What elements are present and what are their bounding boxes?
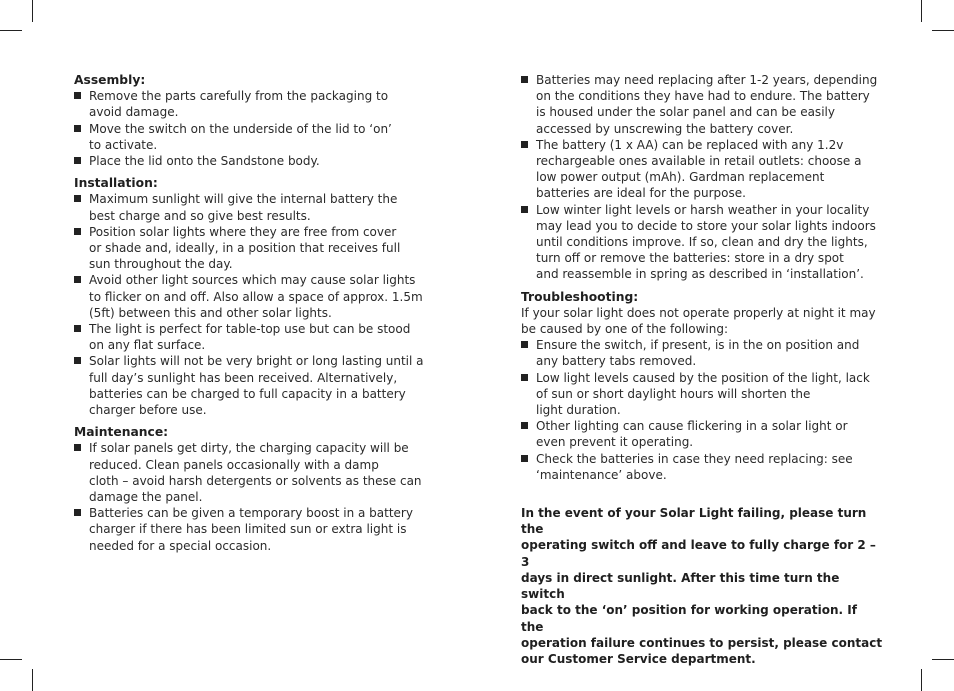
list-item-text: Other lighting can cause flickering in a solar light or even prevent it operating. xyxy=(536,419,848,450)
bullet-square-icon xyxy=(74,509,81,516)
assembly-section xyxy=(74,72,429,169)
list-item-text: Check the batteries in case they need replacing: see ‘maintenance’ above. xyxy=(536,451,853,482)
list-item-text: Move the switch on the underside of the lid to ‘on’ to activate. xyxy=(89,121,392,152)
crop-mark xyxy=(921,0,922,22)
list-item xyxy=(74,440,429,505)
list-item xyxy=(521,370,883,419)
bullet-square-icon xyxy=(74,325,81,332)
list-item-text: Remove the parts carefully from the packaging to avoid damage. xyxy=(89,89,389,120)
failure-notice: In the event of your Solar Light failing, please turn the operating switch off and leave to fully charge for 2 – 3 days in direct sunlight. After this time turn the switch back to the ‘on’ position for working operation. If the operation failure continues to persist, please contact our Customer Service department. xyxy=(521,506,883,666)
list-item-text: Place the lid onto the Sandstone body. xyxy=(89,154,320,169)
bullet-square-icon xyxy=(521,141,528,148)
list-item xyxy=(521,202,883,283)
list-item xyxy=(74,505,429,554)
list-item-text: Position solar lights where they are free from cover or shade and, ideally, in a position that receives full sun throughout the day. xyxy=(89,224,401,272)
assembly-list xyxy=(74,88,429,169)
bullet-square-icon xyxy=(74,276,81,283)
installation-heading: Installation: xyxy=(74,176,158,191)
crop-mark xyxy=(932,30,954,31)
bullet-square-icon xyxy=(521,341,528,348)
list-item-text: Solar lights will not be very bright or long lasting until a full day’s sunlight has been received. Alternatively, batteries can be charged to full capacity in a battery charger before use. xyxy=(89,354,424,418)
bullet-square-icon xyxy=(74,195,81,202)
installation-list xyxy=(74,191,429,418)
crop-mark xyxy=(0,30,22,31)
troubleshooting-heading: Troubleshooting: xyxy=(521,289,639,304)
bullet-square-icon xyxy=(74,228,81,235)
crop-mark xyxy=(32,669,33,691)
list-item xyxy=(74,353,429,418)
bullet-square-icon xyxy=(74,357,81,364)
list-item-text: Batteries may need replacing after 1-2 years, depending on the conditions they have had to endure. The battery is housed under the solar panel and can be easily accessed by unscrewing the battery cover. xyxy=(536,73,878,136)
left-column xyxy=(74,72,429,560)
bullet-square-icon xyxy=(521,76,528,83)
list-item xyxy=(521,337,883,369)
bullet-square-icon xyxy=(74,444,81,451)
list-item xyxy=(521,72,883,137)
crop-mark xyxy=(921,669,922,691)
list-item xyxy=(74,224,429,273)
maintenance-section xyxy=(74,424,429,554)
list-item xyxy=(74,121,429,153)
list-item-text: Maximum sunlight will give the internal battery the best charge and so give best results. xyxy=(89,192,398,223)
bullet-square-icon xyxy=(521,206,528,213)
troubleshooting-intro: If your solar light does not operate properly at night it may be caused by one of the following: xyxy=(521,305,876,337)
crop-mark xyxy=(0,659,22,660)
right-column xyxy=(521,72,883,679)
troubleshooting-list xyxy=(521,337,883,483)
list-item-text: Batteries can be given a temporary boost in a battery charger if there has been limited sun or extra light is needed for a special occasion. xyxy=(89,506,413,553)
batteries-section xyxy=(521,72,883,283)
list-item xyxy=(74,153,429,169)
list-item xyxy=(521,137,883,202)
assembly-heading: Assembly: xyxy=(74,73,146,87)
installation-section xyxy=(74,175,429,418)
list-item-text: Avoid other light sources which may cause solar lights to flicker on and off. Also allow a space of approx. 1.5m (5ft) between this and other solar lights. xyxy=(89,273,423,320)
list-item xyxy=(521,418,883,450)
maintenance-heading: Maintenance: xyxy=(74,425,169,440)
list-item-text: The light is perfect for table-top use but can be stood on any flat surface. xyxy=(89,322,411,353)
bullet-square-icon xyxy=(74,157,81,164)
list-item-text: Low light levels caused by the position of the light, lack of sun or short daylight hours will shorten the light duration. xyxy=(536,370,870,418)
bullet-square-icon xyxy=(521,422,528,429)
crop-mark xyxy=(932,659,954,660)
bullet-square-icon xyxy=(521,374,528,381)
list-item-text: The battery (1 x AA) can be replaced with any 1.2v rechargeable ones available in retail outlets: choose a low power output (mAh). Gardman replacement batteries are ideal for the purpose. xyxy=(536,137,862,201)
list-item xyxy=(74,321,429,353)
bullet-square-icon xyxy=(521,455,528,462)
list-item xyxy=(521,451,883,483)
maintenance-list xyxy=(74,440,429,553)
list-item-text: Ensure the switch, if present, is in the on position and any battery tabs removed. xyxy=(536,338,860,369)
batteries-list xyxy=(521,72,883,283)
list-item xyxy=(74,272,429,321)
list-item xyxy=(74,191,429,223)
bullet-square-icon xyxy=(74,92,81,99)
bullet-square-icon xyxy=(74,125,81,132)
crop-mark xyxy=(32,0,33,22)
list-item-text: Low winter light levels or harsh weather in your locality may lead you to decide to store your solar lights indoors until conditions improve. If so, clean and dry the lights, turn off or remove the batteries: store in a dry spot and reassemble in spring as described in ‘installation’. xyxy=(536,202,876,282)
list-item-text: If solar panels get dirty, the charging capacity will be reduced. Clean panels occasionally with a damp cloth – avoid harsh detergents or solvents as these can damage the panel. xyxy=(89,441,422,505)
troubleshooting-section xyxy=(521,289,883,483)
list-item xyxy=(74,88,429,120)
